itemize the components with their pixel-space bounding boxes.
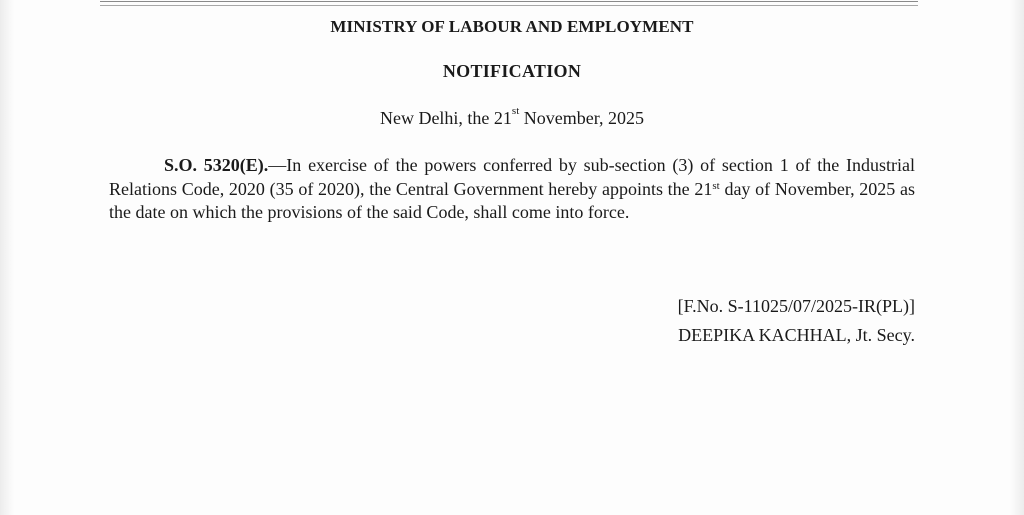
top-rule-secondary (100, 5, 918, 6)
ministry-heading: MINISTRY OF LABOUR AND EMPLOYMENT (330, 17, 694, 36)
body-ordinal: st (712, 179, 720, 192)
notification-body (109, 154, 915, 225)
dateline-ordinal: st (511, 105, 520, 117)
dateline (0, 105, 1024, 129)
notification-heading: NOTIFICATION (442, 61, 582, 81)
top-rule (100, 1, 918, 2)
body-text-part1: —In exercise of the powers conferred by sub-section (3) of section 1 of the Industrial Relations Code, 2020 (35 of 2020), the Central Government hereby appoints the 21 (109, 155, 916, 199)
body-text-part2: day of November, 2025 as the date on which the provisions of the said Code, shall come into force. (109, 178, 916, 222)
dateline-suffix: November, 2025 (519, 108, 645, 128)
dateline-prefix: New Delhi, the 21 (379, 108, 512, 128)
file-number: [F.No. S-11025/07/2025-IR(PL)] (677, 296, 915, 316)
signatory: DEEPIKA KACHHAL, Jt. Secy. (678, 325, 915, 345)
so-number: S.O. 5320(E). (164, 155, 269, 175)
